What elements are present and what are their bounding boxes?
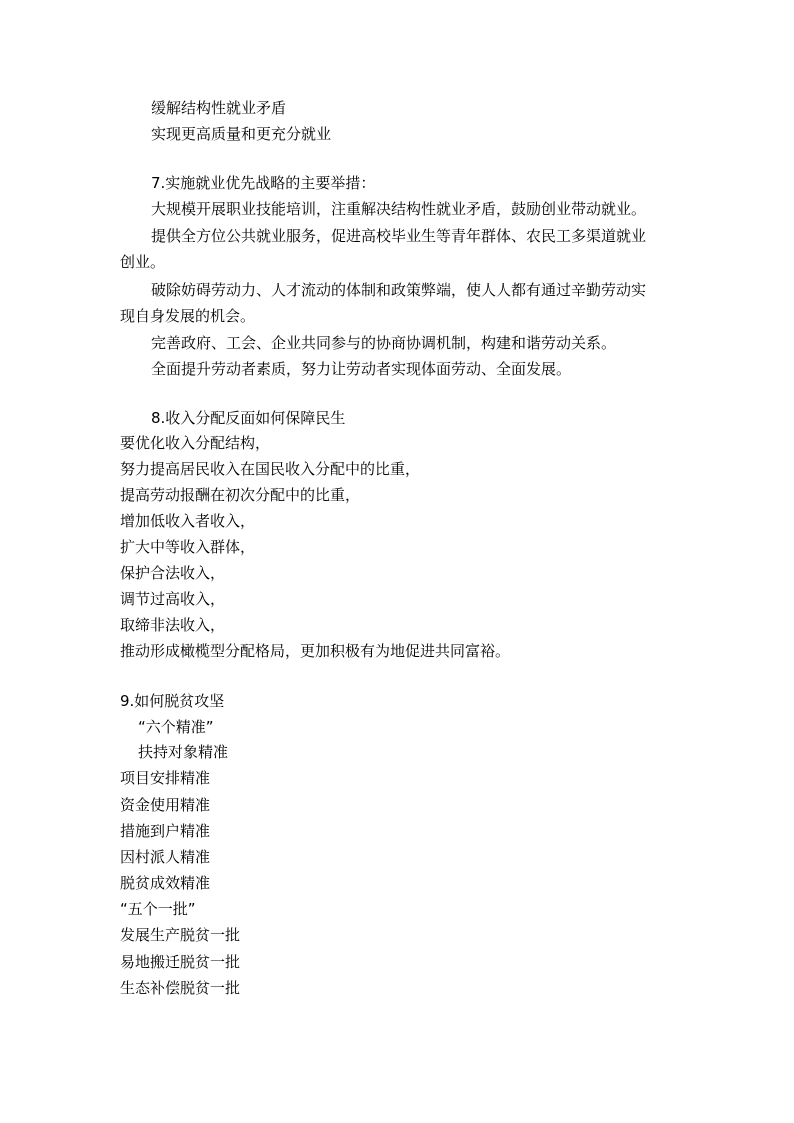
subsection-heading: “六个精准” [138,718,214,736]
paragraph-line: 完善政府、工会、企业共同参与的协商协调机制，构建和谐劳动关系。 [151,334,617,352]
list-item: 项目安排精准 [120,769,211,787]
paragraph-line: 全面提升劳动者素质，努力让劳动者实现体面劳动、全面发展。 [151,360,572,378]
paragraph-line: 现自身发展的机会。 [120,307,256,325]
list-item: 扩大中等收入群体， [120,538,256,556]
paragraph-line: 破除妨碍劳动力、人才流动的体制和政策弊端，使人人都有通过辛勤劳动实 [151,281,647,299]
list-item: 资金使用精准 [120,796,211,814]
list-item: 调节过高收入， [120,590,226,608]
list-item: 努力提高居民收入在国民收入分配中的比重， [120,460,421,478]
section-heading: 8.收入分配反面如何保障民生 [151,409,346,427]
list-item: 提高劳动报酬在初次分配中的比重， [120,486,361,504]
text-line: 实现更高质量和更充分就业 [151,125,332,143]
paragraph-line: 创业。 [120,253,166,271]
list-item: 扶持对象精准 [138,743,229,761]
list-item: 保护合法收入， [120,564,226,582]
paragraph-line: 大规模开展职业技能培训，注重解决结构性就业矛盾，鼓励创业带动就业。 [151,200,647,218]
list-item: 易地搬迁脱贫一批 [120,953,241,971]
paragraph-line: 提供全方位公共就业服务，促进高校毕业生等青年群体、农民工多渠道就业 [151,227,647,245]
text-line: 缓解结构性就业矛盾 [151,99,287,117]
list-item: 措施到户精准 [120,822,211,840]
list-item: 取缔非法收入， [120,616,226,634]
list-item: 因村派人精准 [120,848,211,866]
section-heading: 9.如何脱贫攻坚 [120,692,225,710]
list-item: 增加低收入者收入， [120,512,256,530]
section-heading: 7.实施就业优先战略的主要举措： [151,174,376,192]
list-item: 推动形成橄榄型分配格局，更加积极有为地促进共同富裕。 [120,642,511,660]
list-item: 生态补偿脱贫一批 [120,979,241,997]
subsection-heading: “五个一批” [120,900,196,918]
list-item: 脱贫成效精准 [120,874,211,892]
list-item: 要优化收入分配结构， [120,434,271,452]
list-item: 发展生产脱贫一批 [120,926,241,944]
